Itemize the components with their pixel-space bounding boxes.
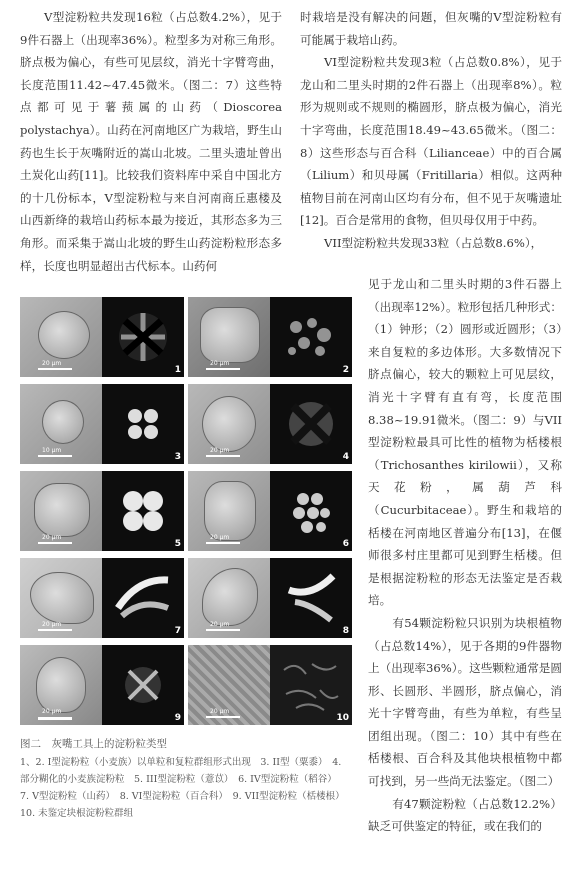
figure-panel-1 [20, 297, 184, 377]
right-column-top [300, 6, 562, 276]
scale-bar [38, 717, 72, 720]
polarized-image [270, 297, 352, 377]
extinction-cross-icon [108, 568, 178, 628]
polarized-image [102, 645, 184, 725]
polarized-image [270, 384, 352, 464]
scale-label: 20 μm [210, 360, 230, 367]
scale-label: 10 μm [42, 447, 62, 454]
panel-number: 9 [174, 713, 181, 723]
figure-caption-title: 图二 灰嘴工具上的淀粉粒类型 [20, 738, 167, 750]
figure-panel-6 [188, 471, 352, 551]
scale-bar [206, 542, 240, 544]
panel-number: 7 [174, 626, 181, 636]
figure-panel-9 [20, 645, 184, 725]
paragraph: 有54颗淀粉粒只识别为块根植物（占总数14%），见于各期的9件器物上（出现率36%）。这些颗粒通常是圆形、长圆形、半圆形，脐点偏心，消光十字臂弯曲，有些为单粒，有些呈团组出现。（图二：10）其中有些在栝楼根、百合科及其他块根植物中都可找到，另一些尚无法鉴定。（图二） [368, 615, 562, 789]
scale-bar [206, 455, 240, 457]
scale-label: 20 μm [210, 447, 230, 454]
scale-label: 20 μm [210, 708, 230, 715]
figure-panel-8 [188, 558, 352, 638]
scale-bar [38, 542, 72, 544]
polarized-image [270, 471, 352, 551]
panel-number: 8 [342, 626, 349, 636]
polarized-image [102, 384, 184, 464]
scale-label: 20 μm [210, 621, 230, 628]
scale-label: 20 μm [210, 534, 230, 541]
figure-panel-4 [188, 384, 352, 464]
extinction-cross-icon [281, 481, 341, 541]
figure-panel-10 [188, 645, 352, 725]
figure-panel-7 [20, 558, 184, 638]
polarized-image [102, 471, 184, 551]
extinction-cross-icon [281, 568, 341, 628]
paragraph: VI型淀粉粒共发现3粒（占总数0.8%），见于龙山和二里头时期的2件石器上（出现率8%）。粒形为规则或不规则的椭圆形，脐点极为偏心，消光十字弯曲，长度范围18.49~43.65微米。（图二：8）这些形态与百合科（Lilianceae）中的百合属（Lilium）和贝母属（Fritillaria）相似。这两种植物目前在河南山区均有分布，但不见于灰嘴遗址[12]。百合是常用的食物，但贝母仅用于中药。 [300, 55, 562, 228]
panel-number: 4 [342, 452, 349, 462]
figure-panel-5 [20, 471, 184, 551]
scale-label: 20 μm [42, 360, 62, 367]
right-column-wrap [368, 273, 562, 873]
paragraph: VII型淀粉粒共发现33粒（占总数8.6%）， [324, 235, 543, 250]
figure-panel-2 [188, 297, 352, 377]
polarized-image [102, 297, 184, 377]
paragraph: 有47颗淀粉粒（占总数12.2%）缺乏可供鉴定的特征，或在我们的 [368, 796, 562, 834]
extinction-cross-icon [283, 396, 339, 452]
panel-number: 1 [174, 365, 181, 375]
scale-label: 20 μm [42, 534, 62, 541]
paragraph-text: V型淀粉粒共发现16粒（占总数4.2%），见于9件石器上（出现率36%）。粒型多为对称三角形。脐点极为偏心，有些可见层纹，消光十字臂弯曲，长度范围11.42~47.45微米。（图二：7）这些特点都可见于薯蓣属的山药（Dioscorea polystachya）。山药在河南地区广为栽培，野生山药也生长于灰嘴附近的嵩山北坡。二里头遗址曾出土炭化山药[11]。比较我们资料库中采自中国北方的十几份标本，V型淀粉粒与来自河南商丘惠楼及山西新绛的栽培山药标本最为接近，其形态多为三角形。而采集于嵩山北坡的野生山药淀粉粒形态多样，长度也明显超出古代标本。山药何 [20, 10, 282, 273]
scale-bar [38, 455, 72, 457]
left-column-paragraph [20, 6, 282, 277]
polarized-image [270, 558, 352, 638]
extinction-cross-icon [115, 657, 171, 713]
figure-caption-body: 1、2. I型淀粉粒（小麦族）以单粒和复粒群组形式出现 3. II型（粟黍） 4. 部分糊化的小麦族淀粉粒 5. III型淀粉粒（薏苡） 6. IV型淀粉粒（稻谷） 7. V型淀粉粒（山药） 8. VI型淀粉粒（百合科） 9. VII型淀粉粒（栝楼根） 10. 未鉴定块根淀粉粒群组 [20, 757, 350, 819]
extinction-cross-icon [113, 481, 173, 541]
scale-label: 20 μm [42, 621, 62, 628]
paragraph: 见于龙山和二里头时期的3件石器上（出现率12%）。粒形包括几种形式：（1）钟形；（2）圆形或近圆形；（3）来自复粒的多边体形。大多数情况下脐点偏心，较大的颗粒上可见层纹，消光十字臂有直有弯，长度范围8.38~19.91微米。（图二：9）与VII型淀粉粒最具可比性的植物为栝楼根（Trichosanthes kirilowii），又称天花粉，属葫芦科（Cucurbitaceae）。野生和栽培的栝楼在河南地区普遍分布[13]，在偃师很多村庄里都可见到野生栝楼。但是根据淀粉粒的形态无法鉴定是否栽培。 [368, 277, 562, 608]
panel-number: 10 [336, 713, 349, 723]
scale-bar [38, 368, 72, 370]
extinction-cross-icon [113, 307, 173, 367]
scale-bar [206, 629, 240, 631]
scale-bar [206, 716, 240, 718]
panel-number: 3 [174, 452, 181, 462]
polarized-image [102, 558, 184, 638]
figure-panel-3 [20, 384, 184, 464]
panel-number: 6 [342, 539, 349, 549]
panel-number: 2 [342, 365, 349, 375]
scale-bar [38, 629, 72, 631]
scale-label: 20 μm [42, 708, 62, 715]
paragraph: 时栽培是没有解决的问题，但灰嘴的V型淀粉粒有可能属于栽培山药。 [300, 10, 562, 47]
scale-bar [206, 368, 240, 370]
extinction-cross-icon [276, 650, 346, 720]
extinction-cross-icon [118, 399, 168, 449]
extinction-cross-icon [276, 307, 346, 367]
panel-number: 5 [174, 539, 181, 549]
